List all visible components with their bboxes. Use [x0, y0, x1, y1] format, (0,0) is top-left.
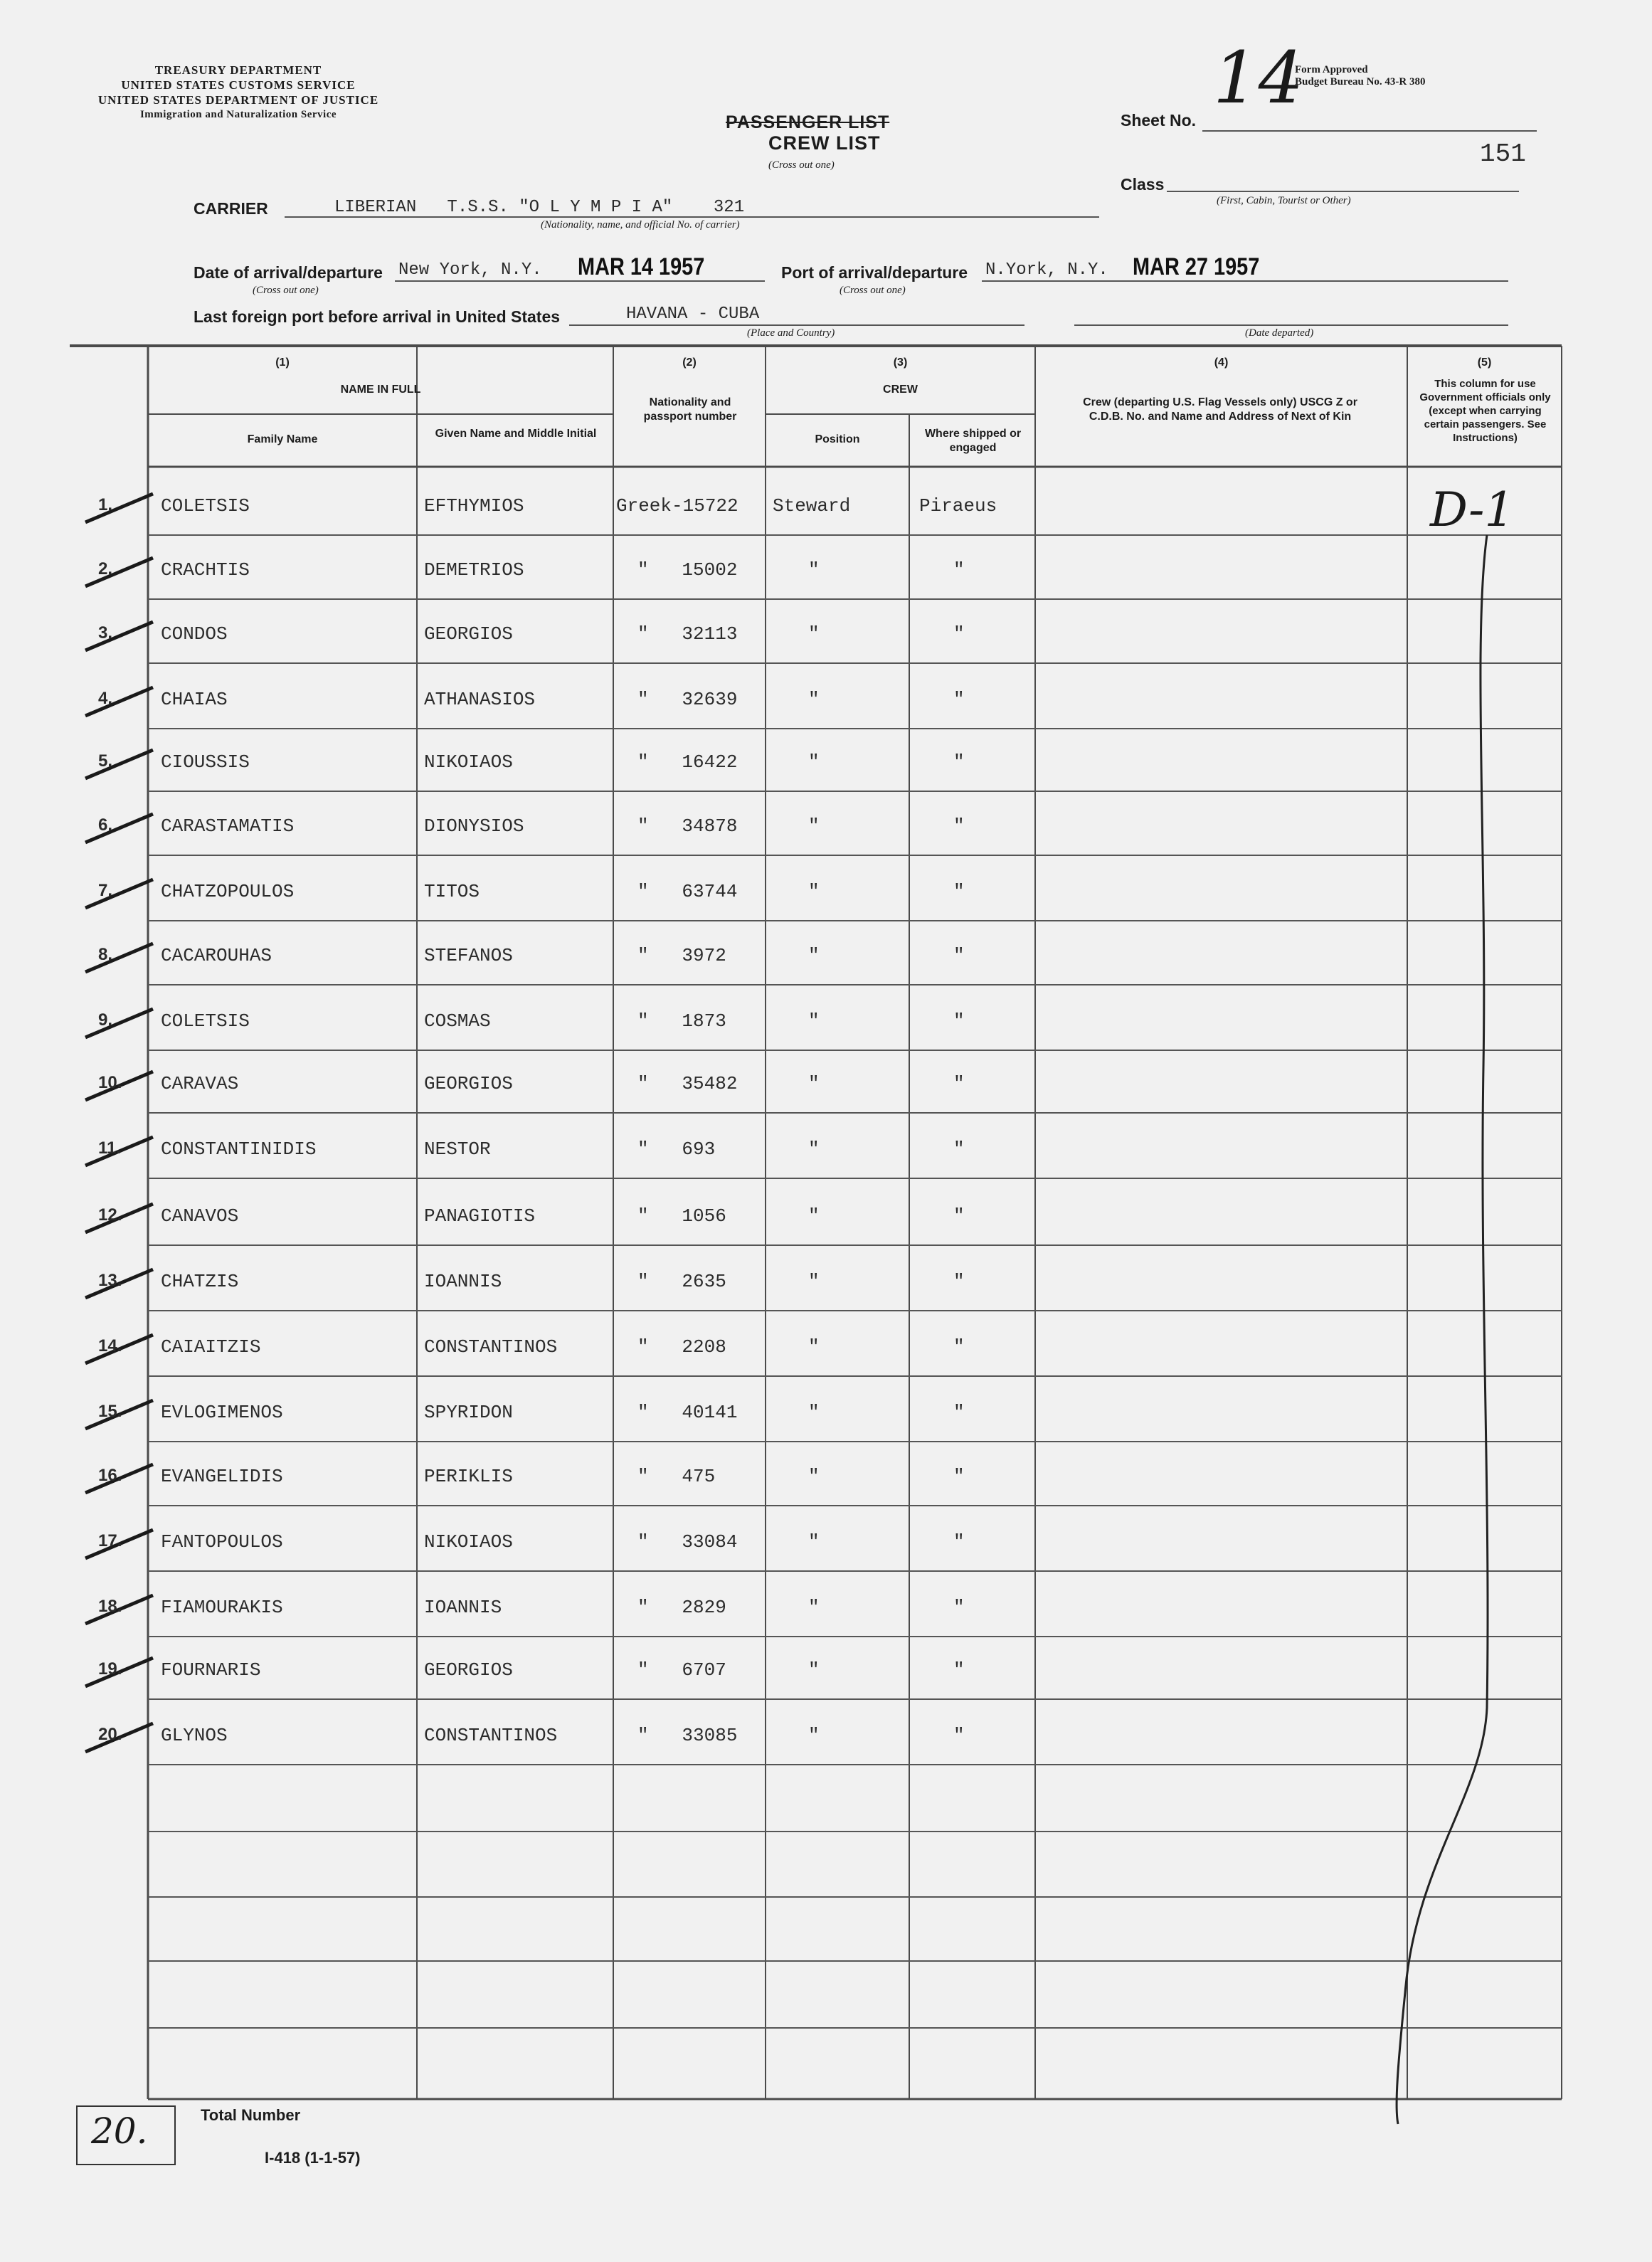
- given-name-cell: NESTOR: [424, 1138, 491, 1160]
- given-name-cell: PANAGIOTIS: [424, 1205, 536, 1227]
- total-number-value: 20.: [91, 2110, 148, 2152]
- col4-number: (4): [1214, 356, 1229, 369]
- row-checkmark: [85, 622, 153, 650]
- passport-cell: Greek-15722: [616, 495, 738, 517]
- col-given-name: Given Name and Middle Initial: [435, 428, 597, 440]
- carrier-label: CARRIER: [194, 199, 268, 218]
- given-name-cell: CONSTANTINOS: [424, 1725, 558, 1746]
- row-number: 3.: [98, 623, 113, 643]
- sheet-label: Sheet No.: [1121, 111, 1197, 130]
- position-cell: ": [808, 815, 820, 837]
- given-name-cell: TITOS: [424, 881, 480, 902]
- shipped-cell: ": [953, 1531, 965, 1553]
- passport-cell: " 16422: [637, 751, 738, 773]
- position-cell: ": [808, 1402, 820, 1423]
- row-number: 11.: [98, 1138, 122, 1158]
- position-cell: ": [808, 1138, 820, 1160]
- given-name-cell: PERIKLIS: [424, 1466, 513, 1487]
- row-checkmark: [85, 687, 153, 716]
- family-name-cell: COLETSIS: [161, 1010, 250, 1032]
- family-name-cell: CONSTANTINIDIS: [161, 1138, 317, 1160]
- row-number: 14.: [98, 1336, 122, 1355]
- position-cell: ": [808, 623, 820, 645]
- port-caption: (Cross out one): [840, 285, 906, 296]
- position-cell: ": [808, 1073, 820, 1094]
- row-checkmark: [85, 814, 153, 842]
- passport-cell: " 34878: [637, 815, 738, 837]
- col3-title: CREW: [883, 384, 918, 396]
- last-port-value: HAVANA - CUBA: [626, 305, 760, 324]
- row-checkmark: [85, 558, 153, 586]
- shipped-cell: ": [953, 1402, 965, 1423]
- passport-cell: " 32113: [637, 623, 738, 645]
- passport-cell: " 6707: [637, 1659, 726, 1681]
- crew-list-title: CREW LIST: [768, 132, 881, 154]
- date-caption: (Cross out one): [253, 285, 319, 296]
- passport-cell: " 2208: [637, 1336, 726, 1358]
- position-cell: ": [808, 1205, 820, 1227]
- given-name-cell: ATHANASIOS: [424, 689, 536, 710]
- col3-number: (3): [893, 356, 908, 369]
- row-number: 2.: [98, 559, 113, 578]
- col2-title: Nationality and passport number: [643, 396, 737, 423]
- row-number: 18.: [98, 1597, 122, 1616]
- row-number: 19.: [98, 1659, 122, 1679]
- date-label: Date of arrival/departure: [194, 263, 383, 282]
- passport-cell: " 475: [637, 1466, 716, 1487]
- official-pen-stroke: [1397, 535, 1488, 2124]
- family-name-cell: CAIAITZIS: [161, 1336, 261, 1358]
- row-number: 1.: [98, 495, 113, 514]
- col4-title: Crew (departing U.S. Flag Vessels only) USCG Z or C.D.B. No. and Name and Address of Next of Kin: [1083, 396, 1357, 423]
- family-name-cell: FIAMOURAKIS: [161, 1597, 283, 1618]
- family-name-cell: CHAIAS: [161, 689, 228, 710]
- row-checkmark: [85, 944, 153, 972]
- port-value: N.York, N.Y.: [985, 260, 1108, 280]
- position-cell: ": [808, 945, 820, 966]
- shipped-cell: ": [953, 1271, 965, 1292]
- last-port-label: Last foreign port before arrival in United States: [194, 307, 561, 326]
- row-number: 16.: [98, 1466, 122, 1485]
- title-caption: (Cross out one): [768, 159, 835, 171]
- family-name-cell: CARASTAMATIS: [161, 815, 295, 837]
- position-cell: ": [808, 1659, 820, 1681]
- row-number: 6.: [98, 815, 113, 835]
- col-where-shipped: Where shipped or engaged: [924, 428, 1022, 454]
- given-name-cell: GEORGIOS: [424, 1659, 513, 1681]
- class-label: Class: [1121, 175, 1165, 194]
- position-cell: ": [808, 1466, 820, 1487]
- family-name-cell: CANAVOS: [161, 1205, 239, 1227]
- port-label: Port of arrival/departure: [781, 263, 968, 282]
- passport-cell: " 32639: [637, 689, 738, 710]
- shipped-cell: ": [953, 881, 965, 902]
- family-name-cell: EVANGELIDIS: [161, 1466, 283, 1487]
- position-cell: ": [808, 689, 820, 710]
- position-cell: ": [808, 559, 820, 581]
- shipped-cell: ": [953, 559, 965, 581]
- given-name-cell: GEORGIOS: [424, 623, 513, 645]
- carrier-caption: (Nationality, name, and official No. of carrier): [541, 219, 740, 231]
- family-name-cell: CHATZIS: [161, 1271, 239, 1292]
- sheet-number-handwritten: 14: [1213, 36, 1304, 120]
- row-number: 4.: [98, 689, 113, 708]
- agency-line-3: UNITED STATES DEPARTMENT OF JUSTICE: [97, 93, 379, 107]
- given-name-cell: IOANNIS: [424, 1597, 502, 1618]
- passport-cell: " 1056: [637, 1205, 726, 1227]
- position-cell: Steward: [773, 495, 851, 517]
- official-mark: D-1: [1430, 482, 1515, 537]
- passport-cell: " 2829: [637, 1597, 726, 1618]
- position-cell: ": [808, 1531, 820, 1553]
- family-name-cell: CRACHTIS: [161, 559, 250, 581]
- shipped-cell: ": [953, 751, 965, 773]
- position-cell: ": [808, 1271, 820, 1292]
- passport-cell: " 15002: [637, 559, 738, 581]
- shipped-cell: ": [953, 815, 965, 837]
- given-name-cell: EFTHYMIOS: [424, 495, 524, 517]
- given-name-cell: COSMAS: [424, 1010, 491, 1032]
- col1-title: NAME IN FULL: [340, 384, 421, 396]
- passport-cell: " 2635: [637, 1271, 726, 1292]
- page-number: 151: [1480, 139, 1526, 169]
- given-name-cell: STEFANOS: [424, 945, 513, 966]
- family-name-cell: CARAVAS: [161, 1073, 239, 1094]
- position-cell: ": [808, 1010, 820, 1032]
- agency-line-4: Immigration and Naturalization Service: [139, 109, 337, 120]
- shipped-cell: ": [953, 1597, 965, 1618]
- passport-cell: " 40141: [637, 1402, 738, 1423]
- row-number: 12.: [98, 1205, 122, 1225]
- col2-number: (2): [682, 356, 697, 369]
- family-name-cell: FOURNARIS: [161, 1659, 261, 1681]
- row-number: 8.: [98, 945, 113, 964]
- family-name-cell: CACAROUHAS: [161, 945, 272, 966]
- col5-title: This column for use Government officials only (except when carrying certain passengers. See Instructions): [1419, 378, 1551, 444]
- family-name-cell: CONDOS: [161, 623, 228, 645]
- passport-cell: " 3972: [637, 945, 726, 966]
- family-name-cell: CIOUSSIS: [161, 751, 250, 773]
- passport-cell: " 693: [637, 1138, 716, 1160]
- passport-cell: " 1873: [637, 1010, 726, 1032]
- family-name-cell: GLYNOS: [161, 1725, 228, 1746]
- given-name-cell: NIKOIAOS: [424, 1531, 513, 1553]
- shipped-cell: ": [953, 1659, 965, 1681]
- form-approved-text: Form Approved: [1295, 64, 1368, 75]
- passport-cell: " 35482: [637, 1073, 738, 1094]
- shipped-cell: ": [953, 945, 965, 966]
- row-number: 10.: [98, 1073, 122, 1092]
- given-name-cell: CONSTANTINOS: [424, 1336, 558, 1358]
- family-name-cell: COLETSIS: [161, 495, 250, 517]
- row-number: 17.: [98, 1531, 122, 1550]
- position-cell: ": [808, 1725, 820, 1746]
- form-number: I-418 (1-1-57): [265, 2149, 361, 2167]
- family-name-cell: EVLOGIMENOS: [161, 1402, 283, 1423]
- row-number: 13.: [98, 1271, 122, 1290]
- shipped-cell: Piraeus: [919, 495, 997, 517]
- shipped-cell: ": [953, 1336, 965, 1358]
- agency-line-1: TREASURY DEPARTMENT: [154, 63, 322, 77]
- row-number: 20.: [98, 1725, 122, 1744]
- shipped-cell: ": [953, 1138, 965, 1160]
- date-place: New York, N.Y.: [398, 260, 542, 280]
- shipped-cell: ": [953, 1725, 965, 1746]
- shipped-cell: ": [953, 1205, 965, 1227]
- agency-line-2: UNITED STATES CUSTOMS SERVICE: [121, 78, 356, 92]
- position-cell: ": [808, 881, 820, 902]
- passenger-list-title-crossed: PASSENGER LIST: [726, 112, 890, 132]
- shipped-cell: ": [953, 1466, 965, 1487]
- passport-cell: " 63744: [637, 881, 738, 902]
- total-number-label: Total Number: [201, 2106, 301, 2124]
- departure-date-stamp: MAR 27 1957: [1133, 253, 1260, 280]
- budget-bureau-text: Budget Bureau No. 43-R 380: [1295, 76, 1426, 88]
- given-name-cell: NIKOIAOS: [424, 751, 513, 773]
- row-number: 15.: [98, 1402, 122, 1421]
- row-number: 5.: [98, 751, 113, 771]
- last-port-caption: (Place and Country): [747, 327, 835, 339]
- family-name-cell: FANTOPOULOS: [161, 1531, 283, 1553]
- shipped-cell: ": [953, 689, 965, 710]
- col-family-name: Family Name: [247, 433, 318, 445]
- shipped-cell: ": [953, 1010, 965, 1032]
- passport-cell: " 33085: [637, 1725, 738, 1746]
- class-caption: (First, Cabin, Tourist or Other): [1217, 195, 1351, 206]
- shipped-cell: ": [953, 1073, 965, 1094]
- given-name-cell: DIONYSIOS: [424, 815, 524, 837]
- row-checkmark: [85, 1009, 153, 1037]
- col-position: Position: [815, 433, 860, 445]
- row-number: 9.: [98, 1010, 113, 1030]
- position-cell: ": [808, 1597, 820, 1618]
- given-name-cell: DEMETRIOS: [424, 559, 524, 581]
- passport-cell: " 33084: [637, 1531, 738, 1553]
- row-checkmark: [85, 750, 153, 778]
- row-number: 7.: [98, 881, 113, 900]
- shipped-cell: ": [953, 623, 965, 645]
- given-name-cell: SPYRIDON: [424, 1402, 513, 1423]
- position-cell: ": [808, 1336, 820, 1358]
- family-name-cell: CHATZOPOULOS: [161, 881, 295, 902]
- date-departed-caption: (Date departed): [1245, 327, 1314, 339]
- given-name-cell: GEORGIOS: [424, 1073, 513, 1094]
- row-checkmark: [85, 879, 153, 908]
- col5-number: (5): [1477, 356, 1492, 369]
- position-cell: ": [808, 751, 820, 773]
- arrival-date-stamp: MAR 14 1957: [578, 253, 705, 280]
- given-name-cell: IOANNIS: [424, 1271, 502, 1292]
- carrier-value: LIBERIAN T.S.S. "O L Y M P I A" 321: [334, 198, 745, 217]
- row-checkmark: [85, 494, 153, 522]
- col1-number: (1): [275, 356, 290, 369]
